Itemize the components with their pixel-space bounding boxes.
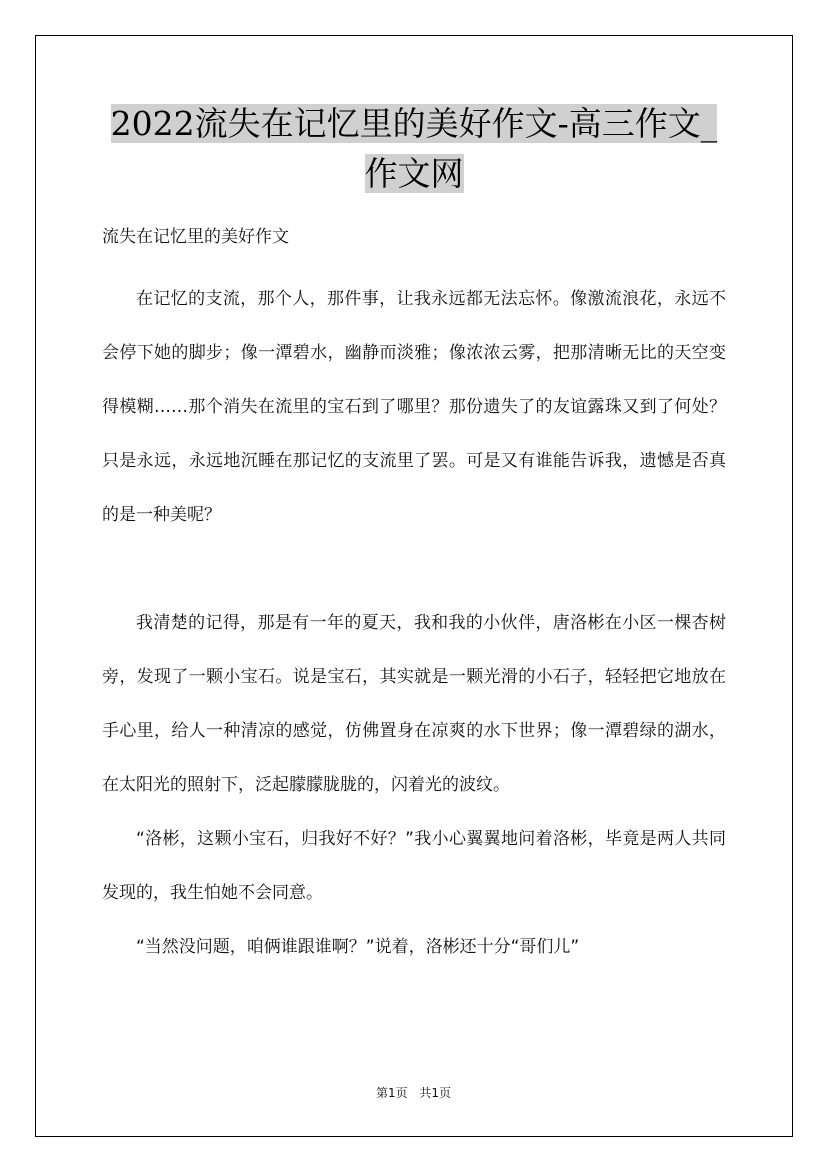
page-title-text: 2022流失在记忆里的美好作文-高三作文_作文网	[110, 104, 718, 193]
paragraph: 在记忆的支流，那个人，那件事，让我永远都无法忘怀。像激流浪花，永远不会停下她的脚步；像一潭碧水，幽静而淡雅；像浓浓云雾，把那清晰无比的天空变得模糊……那个消失在流里的宝石到了哪里？那份遗失了的友谊露珠又到了何处？只是永远，永远地沉睡在那记忆的支流里了罢。可是又有谁能告诉我，遗憾是否真的是一种美呢？	[102, 289, 726, 525]
paragraph: 我清楚的记得，那是有一年的夏天，我和我的小伙伴，唐洛彬在小区一棵杏树旁，发现了一颗小宝石。说是宝石，其实就是一颗光滑的小石子，轻轻把它地放在手心里，给人一种清凉的感觉，仿佛置身在凉爽的水下世界；像一潭碧绿的湖水，在太阳光的照射下，泛起朦朦胧胧的，闪着光的波纹。	[102, 613, 726, 795]
paragraph: “洛彬，这颗小宝石，归我好不好？”我小心翼翼地问着洛彬，毕竟是两人共同发现的，我生怕她不会同意。	[102, 829, 726, 903]
article-subtitle: 流失在记忆里的美好作文	[102, 227, 289, 247]
page-number: 第1页	[375, 1086, 408, 1100]
article-body	[102, 272, 726, 974]
paragraph: “当然没问题，咱俩谁跟谁啊？”说着，洛彬还十分“哥们儿”	[136, 937, 580, 957]
page-total: 共1页	[419, 1086, 452, 1100]
page-title	[102, 99, 726, 199]
page-footer	[0, 1084, 827, 1101]
